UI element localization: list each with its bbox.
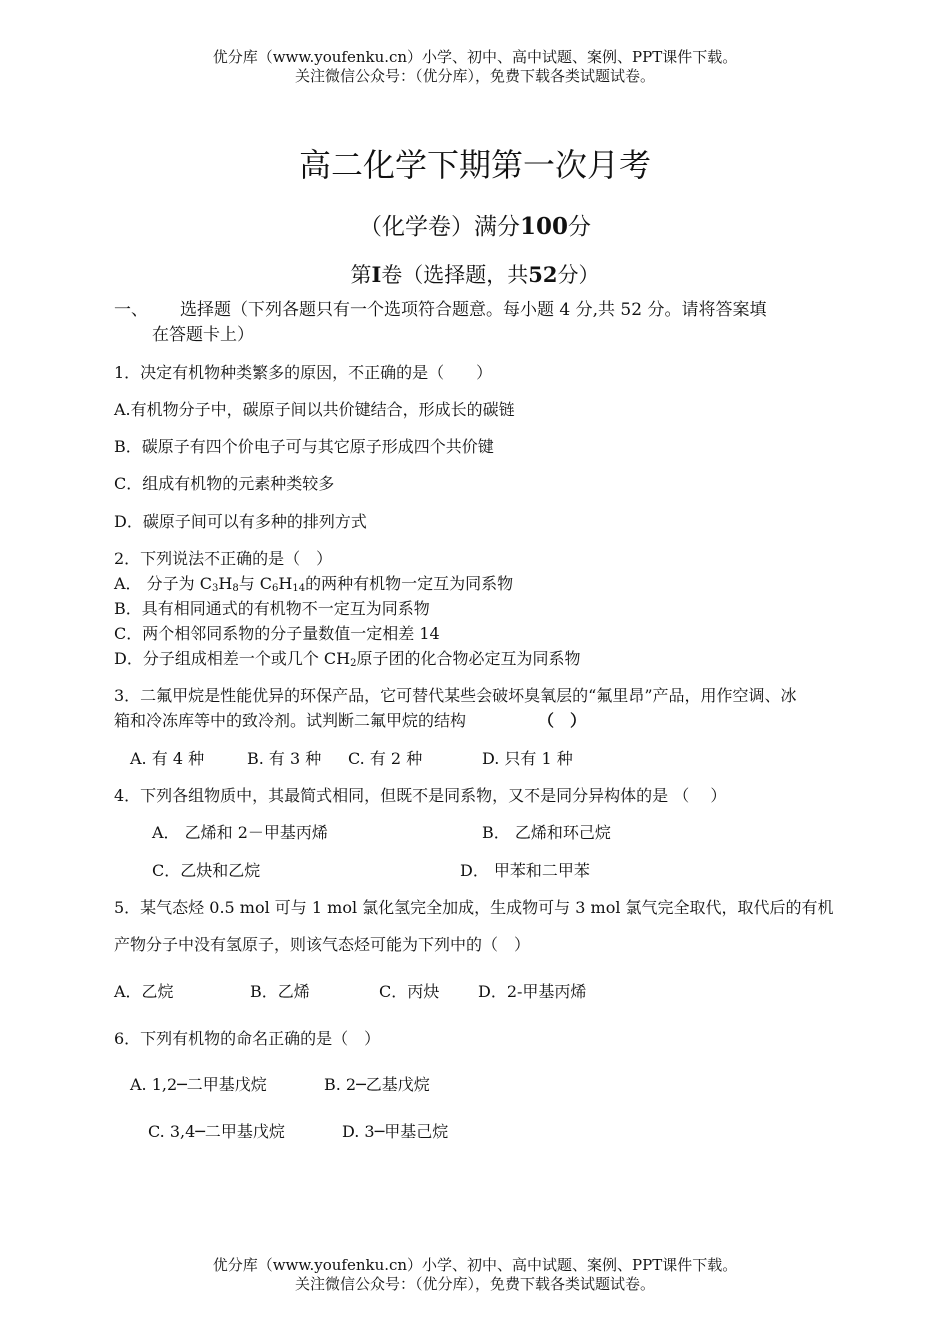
q2-option-c: C．两个相邻同系物的分子量数值一定相差 14	[114, 624, 440, 643]
q6-option-d: D. 3─甲基己烷	[342, 1122, 449, 1141]
q1-option-d: D．碳原子间可以有多种的排列方式	[114, 512, 367, 531]
q4-option-c: C．乙炔和乙烷	[152, 861, 261, 880]
page-title: 高二化学下期第一次月考	[298, 146, 651, 184]
q3-option-a: A. 有 4 种	[130, 749, 205, 768]
q3-option-b: B. 有 3 种	[247, 749, 322, 768]
q6-option-b: B. 2─乙基戊烷	[324, 1075, 430, 1094]
q5-option-b: B．乙烯	[250, 982, 310, 1001]
q3-option-d: D. 只有 1 种	[482, 749, 573, 768]
section-heading: 第I卷（选择题，共52分）	[350, 262, 600, 287]
instructions-line-1: 选择题（下列各题只有一个选项符合题意。每小题 4 分,共 52 分。请将答案填	[180, 300, 767, 320]
header-line-1: 优分库（www.youfenku.cn）小学、初中、高中试题、案例、PPT课件下载。	[212, 48, 738, 66]
q1-option-b: B．碳原子有四个价电子可与其它原子形成四个共价键	[114, 437, 494, 456]
q3-answer-bracket: （ ）	[538, 711, 587, 730]
subtitle: （化学卷）满分100分	[358, 213, 591, 240]
footer-line-2: 关注微信公众号：（优分库），免费下载各类试题试卷。	[294, 1275, 655, 1293]
q6-option-c: C. 3,4─二甲基戊烷	[148, 1122, 285, 1141]
q5-option-c: C．丙炔	[379, 982, 440, 1001]
q5-stem-line-1: 5．某气态烃 0.5 mol 可与 1 mol 氯化氢完全加成，生成物可与 3 mol 氯气完全取代，取代后的有机	[114, 898, 834, 917]
q4-stem: 4．下列各组物质中，其最简式相同，但既不是同系物，又不是同分异构体的是 （ ）	[114, 786, 727, 805]
q3-option-c: C. 有 2 种	[348, 749, 423, 768]
q1-option-c: C．组成有机物的元素种类较多	[114, 474, 335, 493]
footer-line-1: 优分库（www.youfenku.cn）小学、初中、高中试题、案例、PPT课件下载。	[212, 1256, 738, 1274]
header-line-2: 关注微信公众号：（优分库），免费下载各类试题试卷。	[294, 67, 655, 85]
q2-stem: 2．下列说法不正确的是（ ）	[114, 549, 333, 568]
q6-option-a: A. 1,2─二甲基戊烷	[130, 1075, 267, 1094]
q6-stem: 6．下列有机物的命名正确的是（ ）	[114, 1029, 381, 1048]
q3-stem-line-2: 箱和冷冻库等中的致冷剂。试判断二氟甲烷的结构	[114, 711, 467, 730]
q5-stem-line-2: 产物分子中没有氢原子，则该气态烃可能为下列中的（ ）	[114, 935, 531, 954]
q5-option-d: D．2-甲基丙烯	[478, 982, 587, 1001]
q2-option-a: A． 分子为 $C_3H_8$与 $C_6H_{14}$的两种有机物一定互为同系物	[114, 574, 514, 594]
q5-option-a: A．乙烷	[114, 982, 174, 1001]
q4-option-d: D． 甲苯和二甲苯	[460, 861, 590, 880]
q1-stem: 1．决定有机物种类繁多的原因，不正确的是（ ）	[114, 363, 493, 382]
instructions-number: 一、	[114, 300, 148, 320]
q3-stem-line-1: 3．二氟甲烷是性能优异的环保产品，它可替代某些会破坏臭氧层的“氟里昂”产品，用作空调、冰	[114, 686, 797, 705]
q4-option-b: B． 乙烯和环己烷	[482, 823, 611, 842]
q2-option-b: B．具有相同通式的有机物不一定互为同系物	[114, 599, 430, 618]
q1-option-a: A.有机物分子中，碳原子间以共价键结合，形成长的碳链	[114, 400, 515, 419]
q2-option-d: D．分子组成相差一个或几个 $CH_2$原子团的化合物必定互为同系物	[114, 649, 581, 669]
q4-option-a: A． 乙烯和 2－甲基丙烯	[152, 823, 328, 842]
instructions-line-2: 在答题卡上）	[152, 325, 254, 345]
